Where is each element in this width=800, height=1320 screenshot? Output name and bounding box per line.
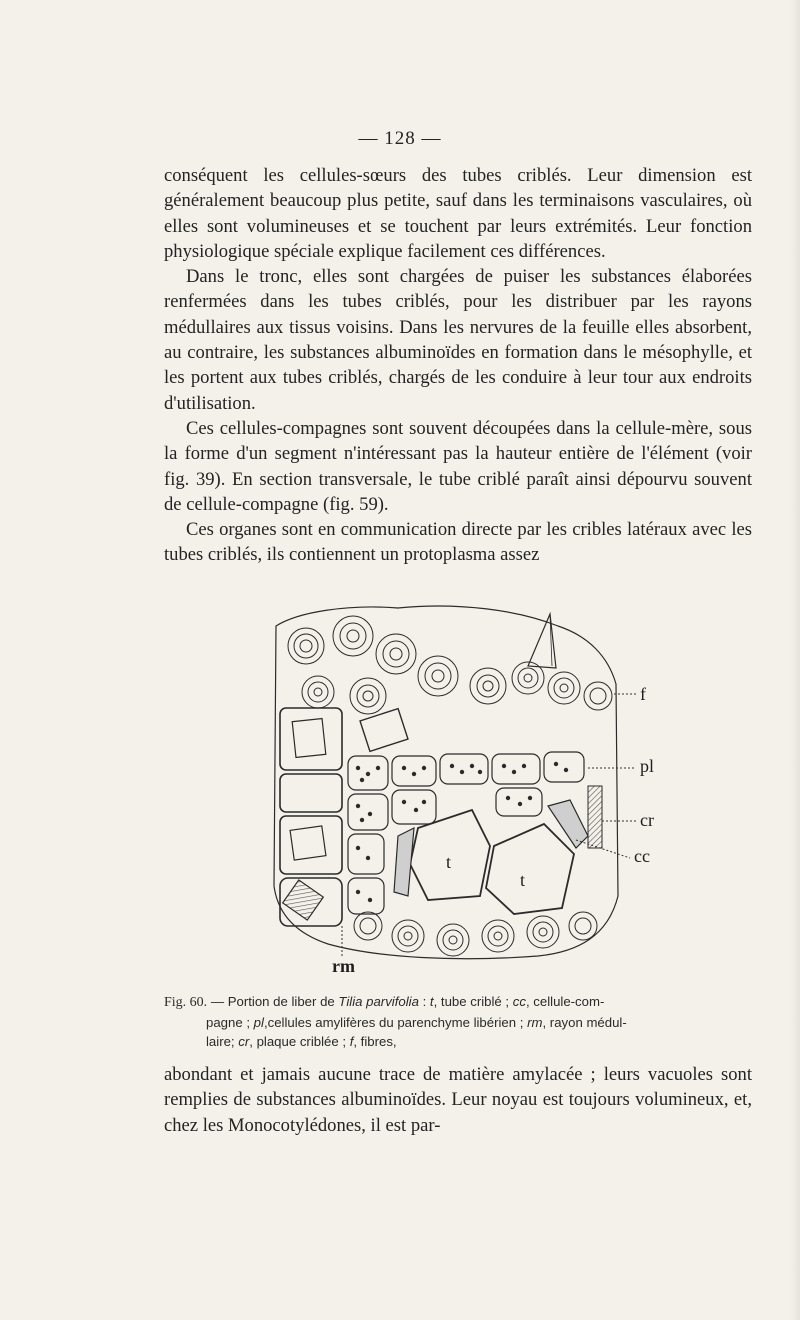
caption-text: : [418,994,430,1009]
parenchyma-cells [348,752,584,914]
label-pl: pl [640,756,655,776]
sieve-tube [486,824,574,914]
medullary-ray [280,708,342,926]
label-rm: rm [332,956,355,976]
tissue-drawing [274,606,618,959]
caption-text: laire; [206,1034,239,1049]
caption-text: — Portion de liber de [207,994,339,1009]
label-cr: cr [640,810,654,830]
label-f: f [640,684,646,704]
paragraph: Ces cellules-compagnes sont souvent découpées dans la cellule-mère, sous la forme d'un segment n'intéressant pas la hauteur entière de l'élément (voir fig. 39). En section transversale, le tube criblé paraît ainsi dépourvu souvent de cellule-compagne (fig. 59). [164,417,752,515]
caption-text: , rayon médul- [542,1014,627,1030]
fibre-cells [288,616,612,714]
figure-caption [164,992,764,1052]
page-number: — 128 — [358,128,442,149]
caption-text: , fibres, [353,1034,397,1049]
caption-abbr: pl [253,1014,264,1030]
caption-abbr: f [349,1034,354,1049]
caption-species: Tilia parvifolia [338,994,419,1009]
companion-cell [548,800,588,848]
body-text-top [164,163,752,568]
caption-abbr: t [429,994,434,1009]
paragraph: abondant et jamais aucune trace de matière amylacée ; leurs vacuoles sont remplies de substances albuminoïdes. Leur noyau est toujours volumineux, et, chez les Monocotylédones, il est par- [164,1064,752,1136]
caption-text: , plaque criblée ; [249,1034,350,1049]
caption-fig-number: Fig. 60. [164,995,208,1010]
label-t: t [446,852,452,872]
caption-abbr: cr [238,1034,250,1049]
caption-text: ,cellules amylifères du parenchyme libérien ; [263,1014,528,1030]
caption-abbr: cc [512,994,526,1009]
caption-text: pagne ; [206,1014,254,1030]
label-cc: cc [634,846,650,866]
caption-text: , cellule-com- [525,994,605,1009]
label-t: t [520,870,526,890]
paragraph: Ces organes sont en communication directe par les cribles latéraux avec les tubes criblés, ils contiennent un protoplasma assez [164,519,752,566]
figure-tissue-section [258,596,690,984]
caption-text: , tube criblé ; [433,994,513,1009]
paragraph: conséquent les cellules-sœurs des tubes criblés. Leur dimension est généralement beaucoup plus petite, sauf dans les terminaisons vasculaires, où elles sont volumineuses et se touchent par leurs extrémités. Leur fonction physiologique spéciale explique facilement ces différences. [164,165,752,262]
caption-abbr: rm [527,1014,543,1030]
sieve-plate [588,786,602,848]
companion-cell [394,828,414,896]
paragraph: Dans le tronc, elles sont chargées de puiser les substances élaborées renfermées dans les tubes criblés, pour les distribuer par les rayons médullaires aux tissus voisins. Dans les nervures de la feuille elles absorbent, au contraire, les substances albuminoïdes en formation dans le mésophylle, et les portent aux tubes criblés, chargés de les conduire à leur tour aux endroits d'utilisation. [164,266,752,414]
body-text-bottom [164,1062,752,1138]
fibre-cells-bottom [354,912,597,956]
